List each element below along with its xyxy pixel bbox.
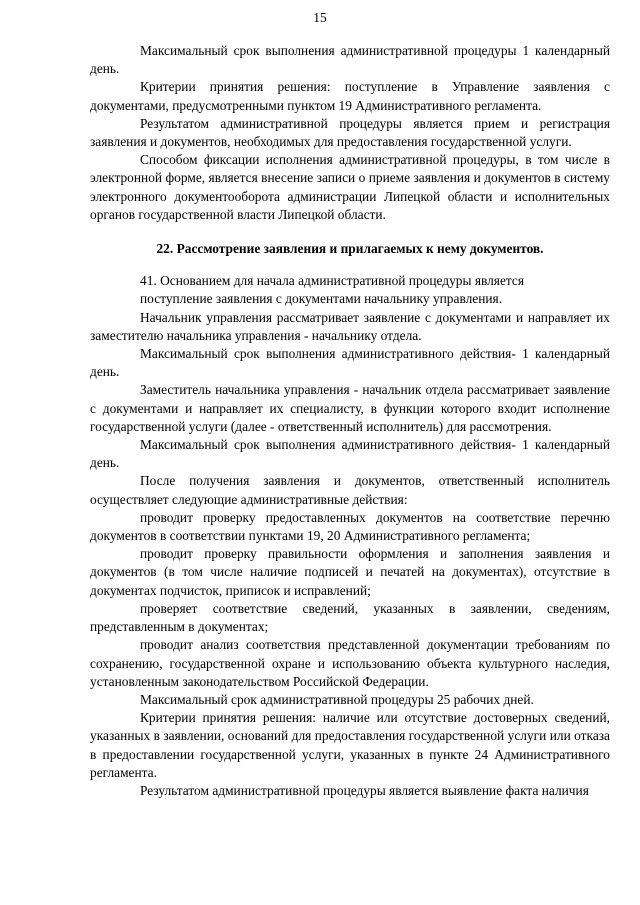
paragraph-41-continued: поступление заявления с документами начальнику управления. [140,291,503,307]
paragraph-result-1: Результатом административной процедуры является прием и регистрация заявления и документов, необходимых для предоставления государственной услуги. [90,115,610,150]
paragraph-check-information: проверяет соответствие сведений, указанных в заявлении, сведениям, представленным в документах; [90,600,610,635]
paragraph-check-correctness: проводит проверку правильности оформления и заполнения заявления и документов (в том числе наличие подписей и печатей на документах), отсутствие в документах подчисток, приписок и исправлений; [90,546,610,598]
paragraph-decision-criteria-2: Критерии принятия решения: наличие или отсутствие достоверных сведений, указанных в заявлении, оснований для предоставления государственной услуги или отказа в предоставлении государственной услуги, указанных в пункте 24 Административного регламента. [90,710,610,780]
paragraph-max-term-2: Максимальный срок выполнения административного действия- 1 календарный день. [90,346,610,380]
paragraph-deputy-reviews: Заместитель начальника управления - начальник отдела рассматривает заявление с документами и направляет их специалисту, в функции которого входит исполнение государственной услуги (далее - ответственный исполнитель) для рассмотрения. [90,382,610,434]
paragraph-41-basis: 41. Основанием для начала административной процедуры является [140,273,525,289]
paragraph-after-receipt: После получения заявления и документов, ответственный исполнитель осуществляет следующие административные действия: [90,473,610,507]
paragraph-check-documents: проводит проверку предоставленных документов на соответствие перечню документов в соответствии пунктами 19, 20 Административного регламента; [90,509,610,544]
paragraph-head-reviews: Начальник управления рассматривает заявление с документами и направляет их заместителю начальника управления - начальнику отдела. [90,309,610,343]
document-body [90,42,610,800]
paragraph-result-2: Результатом административной процедуры является выявление факта наличия [140,782,589,798]
paragraph-max-term-3: Максимальный срок выполнения административного действия- 1 календарный день. [90,437,610,471]
paragraph-max-term-4: Максимальный срок административной процедуры 25 рабочих дней. [140,691,534,707]
section-heading: 22. Рассмотрение заявления и прилагаемых к нему документов. [156,241,544,257]
paragraph-fixation-method: Способом фиксации исполнения административной процедуры, в том числе в электронной форме, является внесение записи о приеме заявления и документов в систему электронного документооборота администрации Липецкой области и исполнительных органов государственной власти Липецкой области. [90,152,610,222]
page-number: 15 [313,10,327,25]
paragraph-decision-criteria-1: Критерии принятия решения: поступление в Управление заявления с документами, предусмотренными пунктом 19 Административного регламента. [90,79,610,113]
paragraph-analysis: проводит анализ соответствия представленной документации требованиям по сохранению, государственной охране и использованию объекта культурного наследия, установленным законодательством Российской Федерации. [90,637,610,689]
paragraph-max-term-1: Максимальный срок выполнения административной процедуры 1 календарный день. [90,43,610,77]
